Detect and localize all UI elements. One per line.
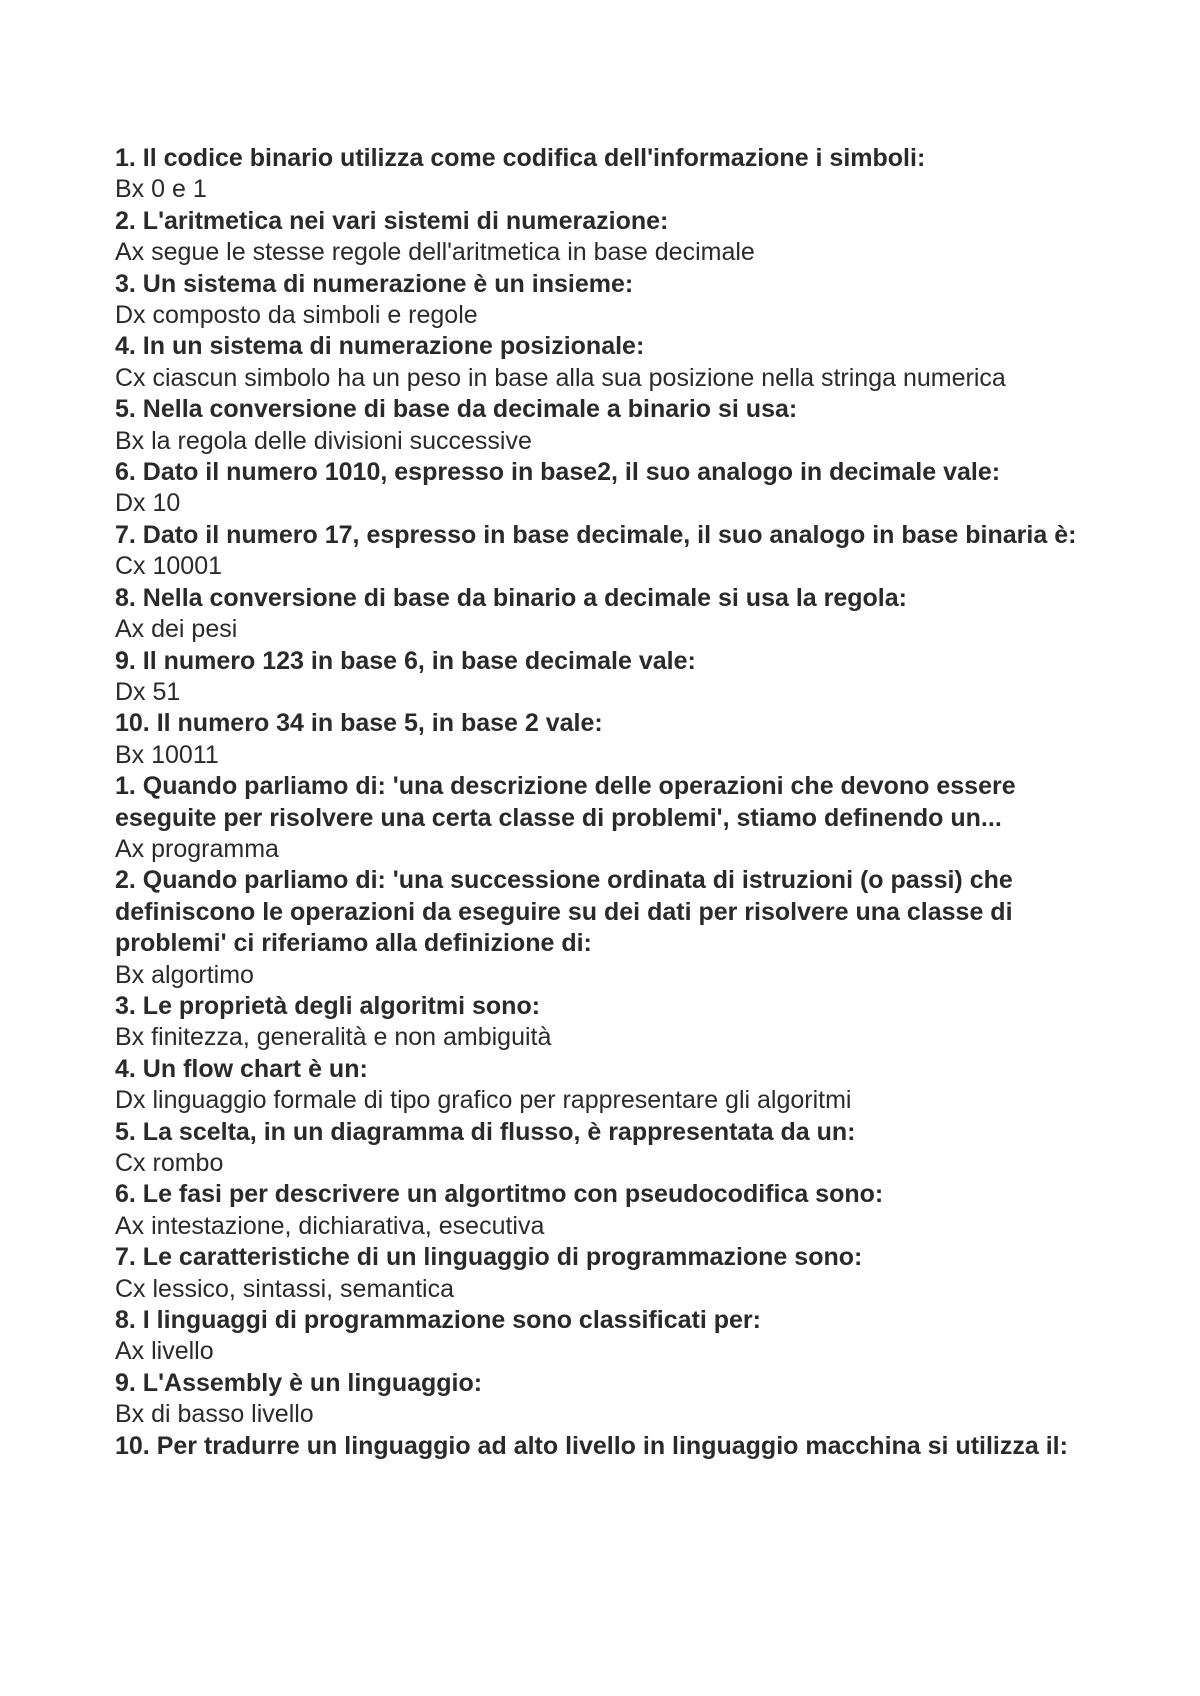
qa-item xyxy=(115,143,1115,206)
answer-text: Cx lessico, sintassi, semantica xyxy=(115,1274,455,1303)
answer-text: Ax dei pesi xyxy=(115,615,238,644)
question-text: 9. Il numero 123 in base 6, in base decimale vale: xyxy=(115,646,696,675)
answer-text: Ax segue le stesse regole dell'aritmetica in base decimale xyxy=(115,238,755,267)
qa-item xyxy=(115,1117,1115,1180)
answer-text: Bx finitezza, generalità e non ambiguità xyxy=(115,1023,552,1052)
qa-item xyxy=(115,865,1115,991)
qa-item xyxy=(115,646,1115,709)
answer-text: Dx 51 xyxy=(115,677,181,706)
answer-text: Cx 10001 xyxy=(115,552,223,581)
question-text: 10. Per tradurre un linguaggio ad alto livello in linguaggio macchina si utilizza il: xyxy=(115,1431,1068,1460)
answer-text: Cx ciascun simbolo ha un peso in base alla sua posizione nella stringa numerica xyxy=(115,363,1006,392)
qa-item xyxy=(115,331,1115,394)
answer-text: Dx composto da simboli e regole xyxy=(115,301,478,330)
qa-item xyxy=(115,394,1115,457)
qa-item xyxy=(115,1368,1115,1431)
answer-text: Bx algortimo xyxy=(115,960,254,989)
answer-text: Bx 0 e 1 xyxy=(115,175,207,204)
qa-item xyxy=(115,1179,1115,1242)
answer-text: Bx di basso livello xyxy=(115,1400,314,1429)
answer-text: Dx linguaggio formale di tipo grafico per rappresentare gli algoritmi xyxy=(115,1086,852,1115)
answer-text: Cx rombo xyxy=(115,1149,224,1177)
question-text: 7. Le caratteristiche di un linguaggio di programmazione sono: xyxy=(115,1243,863,1272)
qa-item xyxy=(115,457,1115,520)
question-text: 8. Nella conversione di base da binario a decimale si usa la regola: xyxy=(115,583,907,612)
qa-item xyxy=(115,1431,1115,1462)
question-text: 6. Le fasi per descrivere un algortitmo con pseudocodifica sono: xyxy=(115,1180,884,1209)
question-text: 2. L'aritmetica nei vari sistemi di numerazione: xyxy=(115,206,669,235)
qa-item xyxy=(115,269,1115,332)
answer-text: Bx 10011 xyxy=(115,740,219,769)
question-text: 6. Dato il numero 1010, espresso in base2, il suo analogo in decimale vale: xyxy=(115,458,1001,487)
question-text: 7. Dato il numero 17, espresso in base decimale, il suo analogo in base binaria è: xyxy=(115,520,1077,549)
answer-text: Ax livello xyxy=(115,1337,214,1366)
question-text: 2. Quando parliamo di: 'una successione ordinata di istruzioni (o passi) che definiscono le operazioni da eseguire su dei dati per risolvere una classe di problemi' ci riferiamo alla definizione di: xyxy=(115,866,1013,958)
qa-item xyxy=(115,1305,1115,1368)
question-text: 3. Un sistema di numerazione è un insieme: xyxy=(115,269,634,298)
qa-item xyxy=(115,1054,1115,1117)
question-text: 10. Il numero 34 in base 5, in base 2 vale: xyxy=(115,709,603,738)
answer-text: Bx la regola delle divisioni successive xyxy=(115,426,532,455)
question-text: 1. Il codice binario utilizza come codifica dell'informazione i simboli: xyxy=(115,144,926,172)
question-text: 9. L'Assembly è un linguaggio: xyxy=(115,1368,483,1397)
qa-item xyxy=(115,991,1115,1054)
question-text: 1. Quando parliamo di: 'una descrizione delle operazioni che devono essere eseguite per risolvere una certa classe di problemi', stiamo definendo un... xyxy=(115,772,1016,832)
question-text: 8. I linguaggi di programmazione sono classificati per: xyxy=(115,1306,761,1335)
qa-item xyxy=(115,771,1115,865)
qa-item xyxy=(115,206,1115,269)
question-text: 4. Un flow chart è un: xyxy=(115,1054,368,1083)
question-text: 5. La scelta, in un diagramma di flusso, è rappresentata da un: xyxy=(115,1117,856,1146)
qa-item xyxy=(115,708,1115,771)
question-text: 3. Le proprietà degli algoritmi sono: xyxy=(115,991,541,1020)
question-text: 5. Nella conversione di base da decimale a binario si usa: xyxy=(115,395,798,424)
answer-text: Dx 10 xyxy=(115,489,181,518)
answer-text: Ax intestazione, dichiarativa, esecutiva xyxy=(115,1211,545,1240)
question-text: 4. In un sistema di numerazione posizionale: xyxy=(115,332,645,361)
qa-item xyxy=(115,583,1115,646)
quiz-document xyxy=(115,143,1115,1462)
qa-item xyxy=(115,520,1115,583)
answer-text: Ax programma xyxy=(115,834,279,863)
qa-item xyxy=(115,1242,1115,1305)
